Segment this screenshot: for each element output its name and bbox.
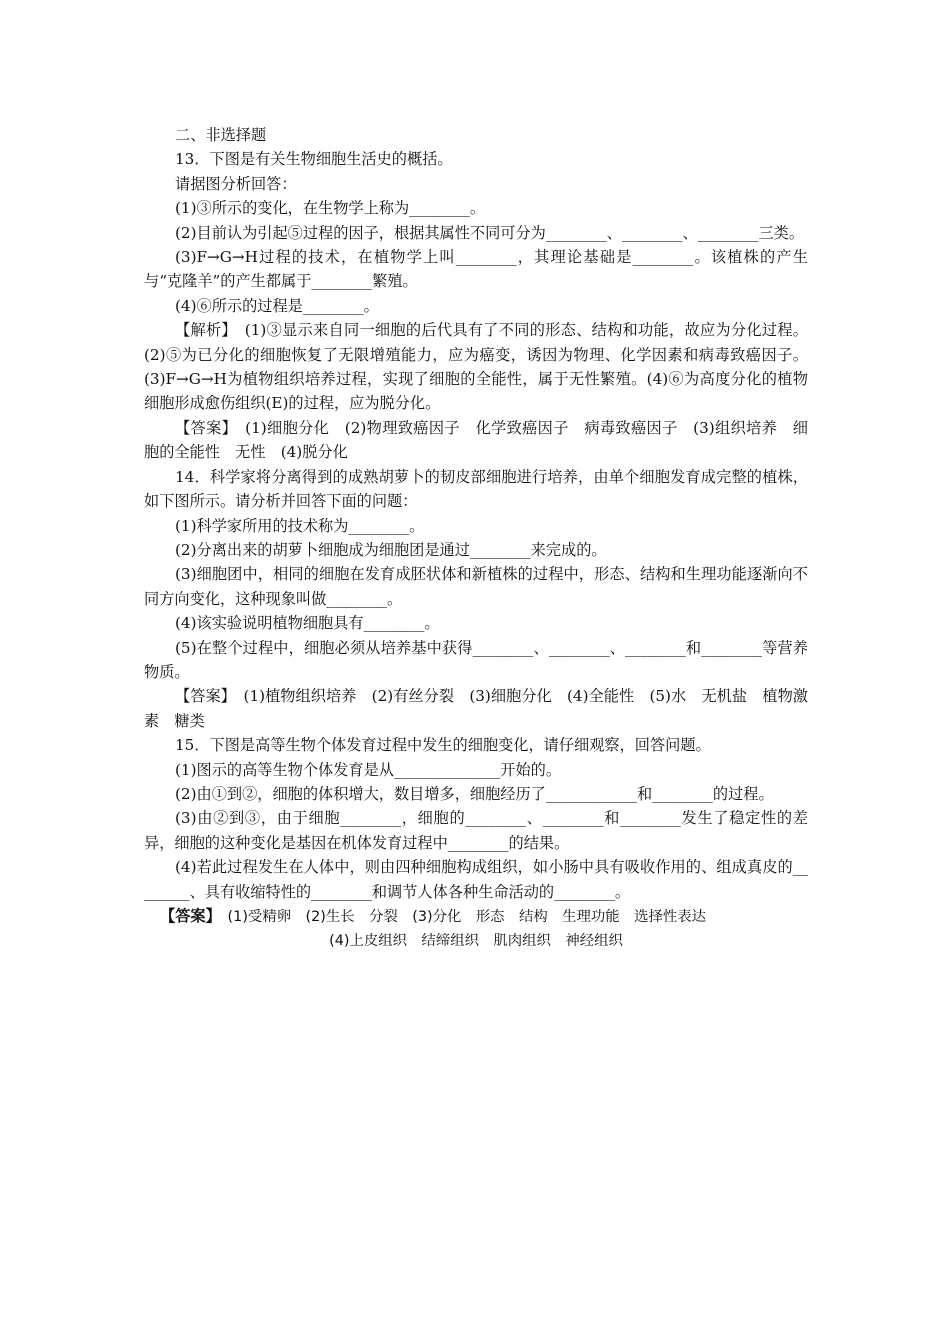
question-14-part-4: (4)该实验说明植物细胞具有________。: [175, 614, 440, 633]
question-15-part-4: (4)若此过程发生在人体中，则由四种细胞构成组织，如小肠中具有吸收作用的、组成真皮的________、具有收缩特性的________和调节人体各种生命活动的________。: [144, 858, 808, 901]
analysis-text: (1)③显示来自同一细胞的后代具有了不同的形态、结构和功能，故应为分化过程。(2)⑤为已分化的细胞恢复了无限增殖能力，应为癌变，诱因为物理、化学因素和病毒致癌因子。(3)F→G→H为植物组织培养过程，实现了细胞的全能性，属于无性繁殖。(4)⑥为高度分化的植物细胞形成愈伤组织(E)的过程，应为脱分化。: [144, 321, 808, 413]
question-15-stem: 15．下图是高等生物个体发育过程中发生的细胞变化，请仔细观察，回答问题。: [175, 736, 711, 755]
analysis-label: 【解析】: [175, 321, 230, 340]
question-13-instruction: 请据图分析回答：: [175, 174, 297, 193]
question-14-part-1: (1)科学家所用的技术称为________。: [175, 516, 425, 535]
question-13-answer: 【答案】 (1)细胞分化 (2)物理致癌因子 化学致癌因子 病毒致癌因子 (3)组织培养 细胞的全能性 无性 (4)脱分化: [144, 418, 808, 462]
question-13-part-2: (2)目前认为引起⑤过程的因子，根据其属性不同可分为________、________、________三类。: [175, 223, 805, 242]
question-13-part-1: (1)③所示的变化，在生物学上称为________。: [175, 199, 486, 218]
question-15-part-3: (3)由②到③，由于细胞________，细胞的________、________和________发生了稳定性的差异，细胞的这种变化是基因在机体发育过程中________的结果。: [144, 809, 808, 852]
section-heading: 二、非选择题: [175, 126, 267, 144]
question-14-part-2: (2)分离出来的胡萝卜细胞成为细胞团是通过________来完成的。: [175, 540, 607, 559]
question-14-answer: 【答案】 (1)植物组织培养 (2)有丝分裂 (3)细胞分化 (4)全能性 (5)水 无机盐 植物激素 糖类: [144, 687, 808, 730]
question-14-part-3: (3)细胞团中，相同的细胞在发育成胚状体和新植株的过程中，形态、结构和生理功能逐渐向不同方向变化，这种现象叫做________。: [144, 565, 808, 608]
question-13-stem: 13．下图是有关生物细胞生活史的概括。: [175, 150, 453, 169]
question-13-part-4: (4)⑥所示的过程是________。: [175, 296, 379, 315]
answer-label: 【答案】: [160, 907, 214, 925]
document-page: [144, 123, 808, 954]
question-13-analysis: [144, 318, 808, 416]
question-15-answer: [144, 904, 808, 929]
question-13-part-3: (3)F→G→H过程的技术，在植物学上叫________，其理论基础是________。该植株的产生与“克隆羊”的产生都属于________繁殖。: [144, 248, 808, 291]
answer-text: (1)受精卵 (2)生长 分裂 (3)分化 形态 结构 生理功能 选择性表达: [213, 909, 707, 925]
question-15-part-2: (2)由①到②，细胞的体积增大，数目增多，细胞经历了____________和________的过程。: [175, 784, 774, 803]
question-15-part-1: (1)图示的高等生物个体发育是从______________开始的。: [175, 760, 562, 779]
question-15-answer-continued: (4)上皮组织 结缔组织 肌肉组织 神经组织: [329, 933, 623, 950]
question-14-stem: 14．科学家将分离得到的成熟胡萝卜的韧皮部细胞进行培养，由单个细胞发育成完整的植株，如下图所示。请分析并回答下面的问题：: [144, 467, 808, 511]
question-14-part-5: (5)在整个过程中，细胞必须从培养基中获得________、________、________和________等营养物质。: [144, 638, 808, 681]
